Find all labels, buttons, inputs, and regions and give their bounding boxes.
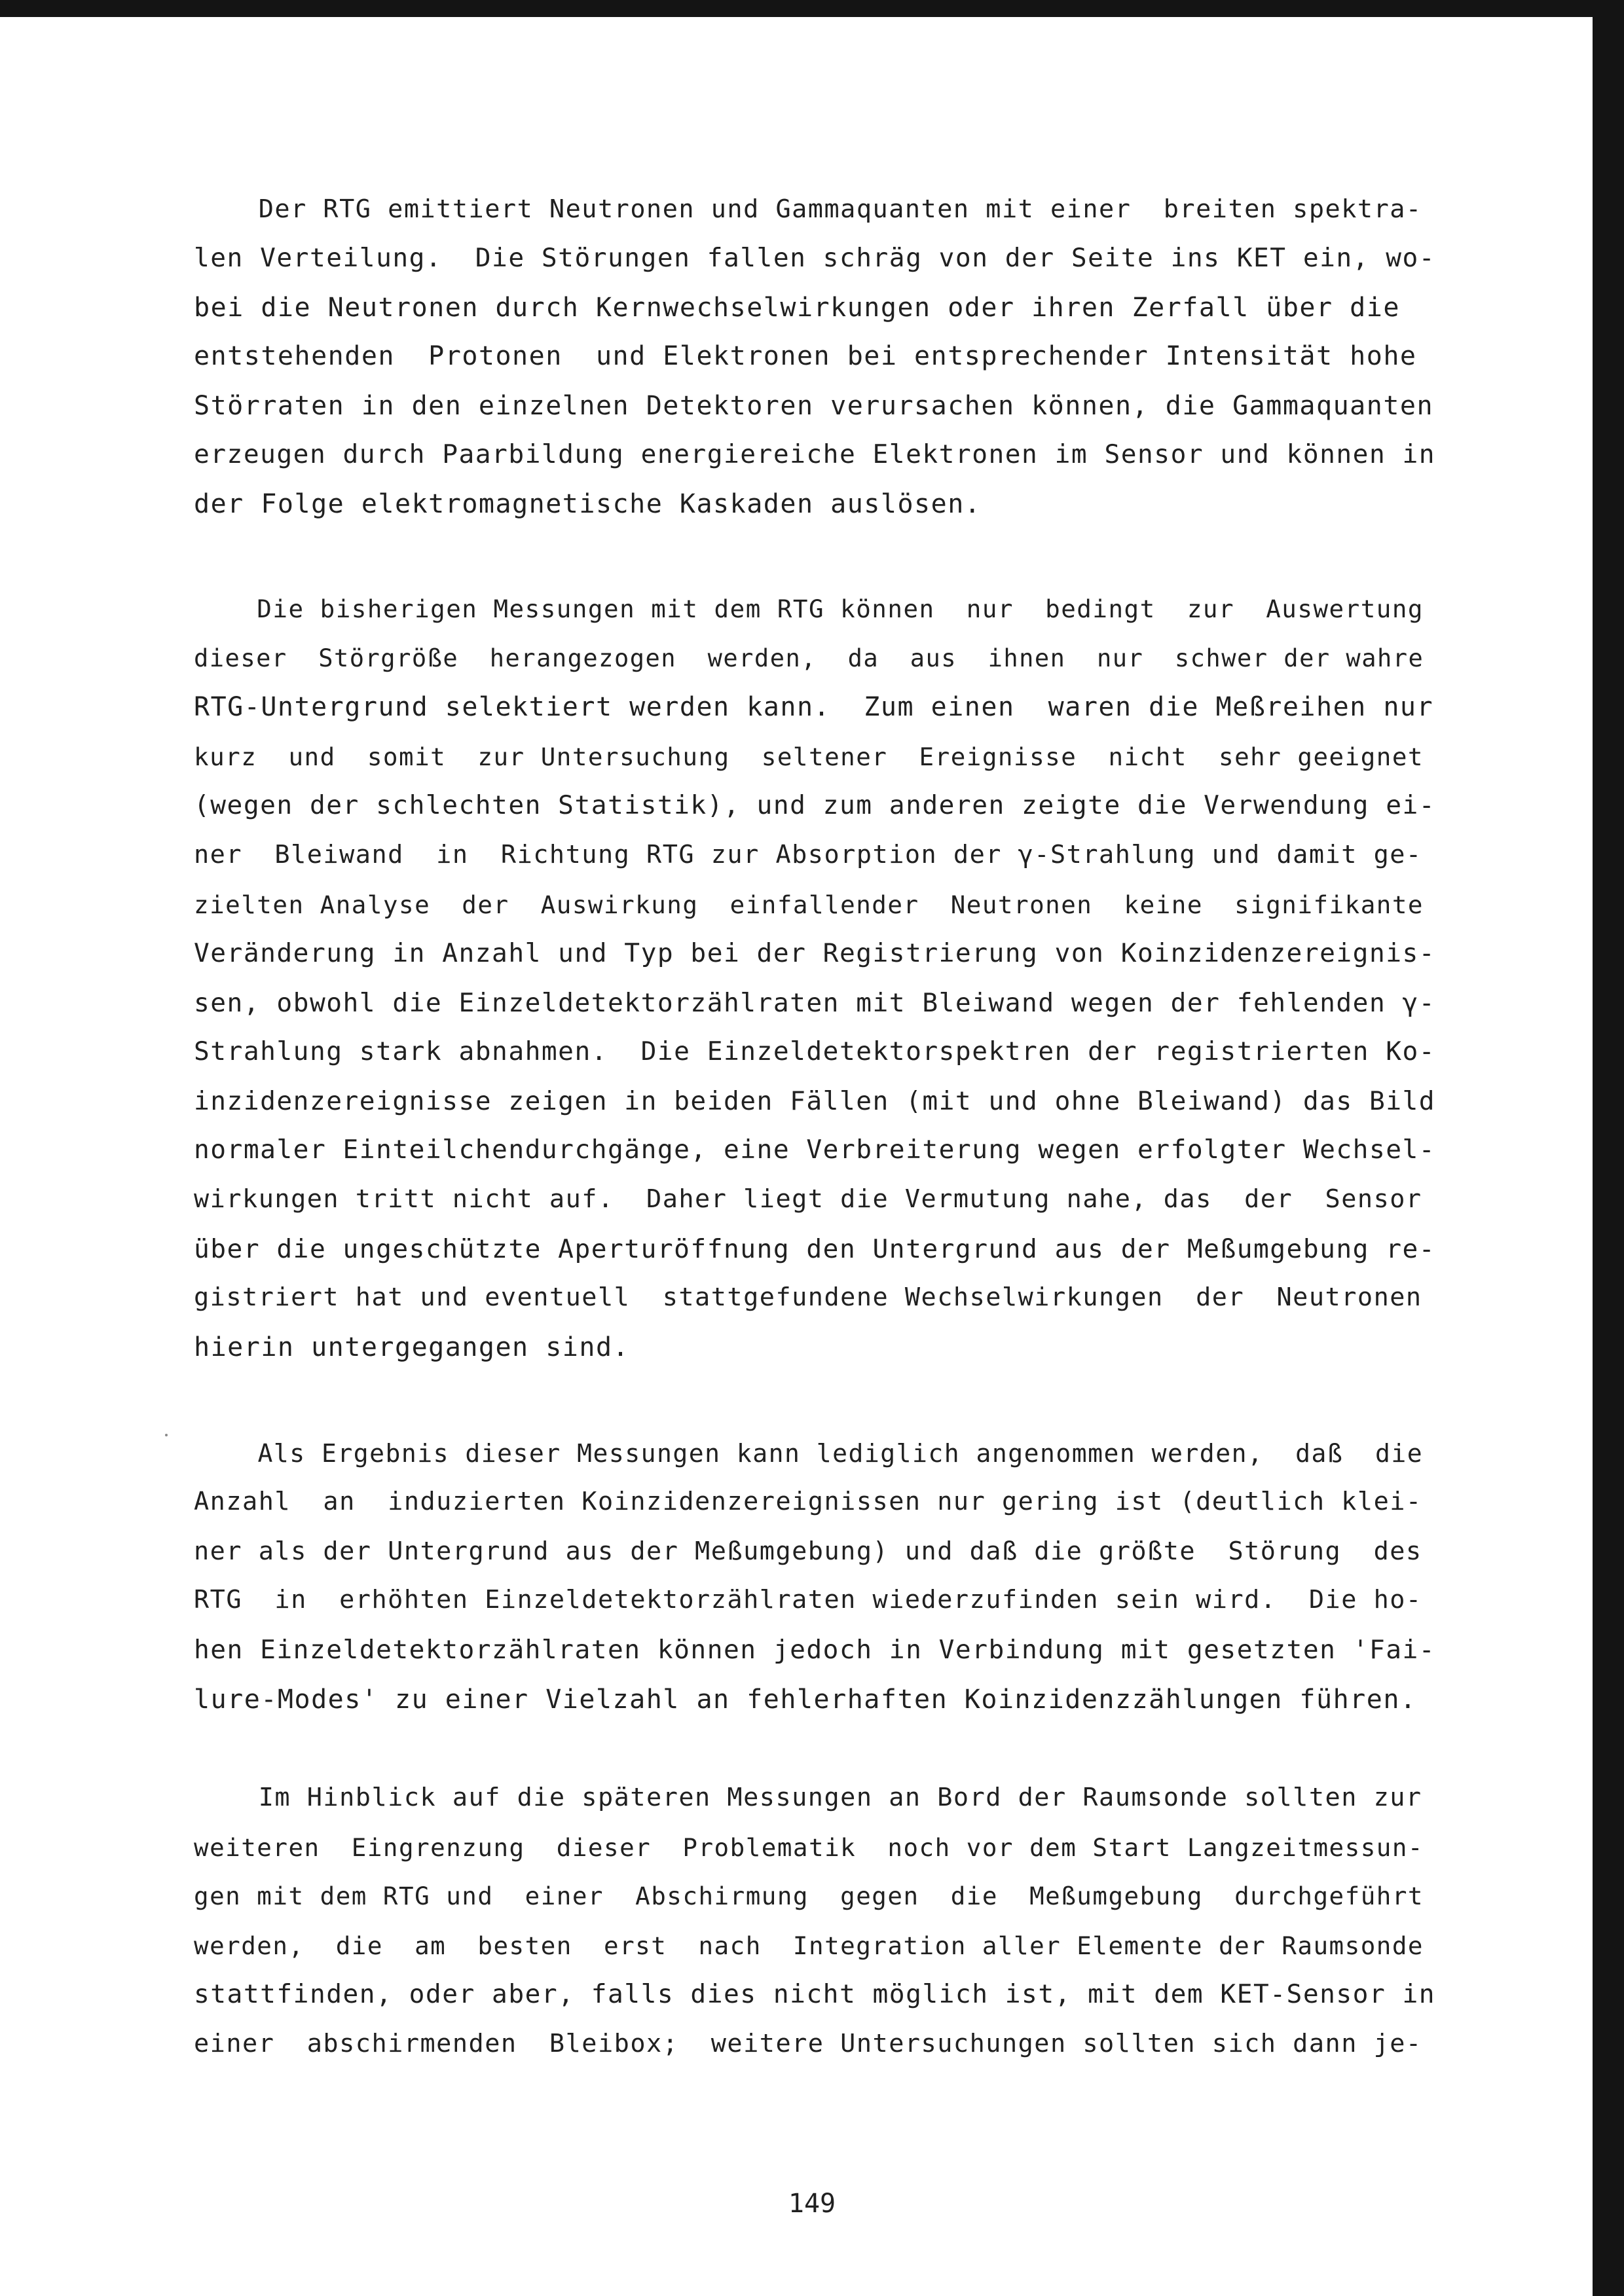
text-line: gen mit dem RTG und einer Abschirmung gegen die Meßumgebung durchgeführt: [194, 1882, 1424, 1910]
text-line: der Folge elektromagnetische Kaskaden auslösen.: [194, 489, 982, 519]
scan-speck: [165, 1434, 168, 1436]
page-number: 149: [788, 2189, 836, 2219]
text-line: sen, obwohl die Einzeldetektorzählraten mit Bleiwand wegen der fehlenden γ-: [194, 988, 1436, 1018]
text-line: kurz und somit zur Untersuchung seltener Ereignisse nicht sehr geeignet: [194, 742, 1424, 771]
text-line: RTG-Untergrund selektiert werden kann. Zum einen waren die Meßreihen nur: [194, 692, 1434, 722]
text-line: ner als der Untergrund aus der Meßumgebung) und daß die größte Störung des: [194, 1537, 1422, 1566]
text-line: werden, die am besten erst nach Integration aller Elemente der Raumsonde: [194, 1931, 1424, 1960]
text-line: über die ungeschützte Aperturöffnung den Untergrund aus der Meßumgebung re-: [194, 1234, 1436, 1264]
text-line: lure-Modes' zu einer Vielzahl an fehlerhaften Koinzidenzzählungen führen.: [194, 1685, 1417, 1715]
text-line: ner Bleiwand in Richtung RTG zur Absorption der γ-Strahlung und damit ge-: [194, 840, 1422, 869]
document-page: [0, 17, 1593, 2296]
text-line: Strahlung stark abnahmen. Die Einzeldetektorspektren der registrierten Ko-: [194, 1036, 1436, 1066]
text-line: erzeugen durch Paarbildung energiereiche Elektronen im Sensor und können in: [194, 439, 1436, 469]
text-line: Veränderung in Anzahl und Typ bei der Registrierung von Koinzidenzereignis-: [194, 938, 1436, 968]
text-line: stattfinden, oder aber, falls dies nicht möglich ist, mit dem KET-Sensor in: [194, 1979, 1436, 2009]
text-line: Der RTG emittiert Neutronen und Gammaquanten mit einer breiten spektra-: [194, 194, 1422, 224]
text-line: wirkungen tritt nicht auf. Daher liegt die Vermutung nahe, das der Sensor: [194, 1184, 1422, 1214]
text-line: einer abschirmenden Bleibox; weitere Untersuchungen sollten sich dann je-: [194, 2029, 1422, 2058]
text-line: bei die Neutronen durch Kernwechselwirkungen oder ihren Zerfall über die: [194, 293, 1400, 323]
text-line: gistriert hat und eventuell stattgefundene Wechselwirkungen der Neutronen: [194, 1283, 1422, 1312]
text-line: hierin untergegangen sind.: [194, 1332, 630, 1362]
text-line: normaler Einteilchendurchgänge, eine Verbreiterung wegen erfolgter Wechsel-: [194, 1135, 1436, 1165]
text-line: len Verteilung. Die Störungen fallen schräg von der Seite ins KET ein, wo-: [194, 243, 1436, 273]
text-line: Im Hinblick auf die späteren Messungen an Bord der Raumsonde sollten zur: [194, 1783, 1422, 1812]
text-line: Die bisherigen Messungen mit dem RTG können nur bedingt zur Auswertung: [194, 594, 1424, 623]
text-line: (wegen der schlechten Statistik), und zum anderen zeigte die Verwendung ei-: [194, 790, 1436, 820]
text-line: entstehenden Protonen und Elektronen bei entsprechender Intensität hohe: [194, 341, 1417, 371]
text-line: zielten Analyse der Auswirkung einfallender Neutronen keine signifikante: [194, 890, 1424, 919]
text-line: inzidenzereignisse zeigen in beiden Fällen (mit und ohne Bleiwand) das Bild: [194, 1086, 1436, 1116]
text-line: hen Einzeldetektorzählraten können jedoch in Verbindung mit gesetzten 'Fai-: [194, 1635, 1436, 1665]
text-line: weiteren Eingrenzung dieser Problematik noch vor dem Start Langzeitmessun-: [194, 1833, 1424, 1862]
text-line: Störraten in den einzelnen Detektoren verursachen können, die Gammaquanten: [194, 391, 1434, 421]
text-line: RTG in erhöhten Einzeldetektorzählraten wiederzufinden sein wird. Die ho-: [194, 1585, 1422, 1614]
text-line: Als Ergebnis dieser Messungen kann lediglich angenommen werden, daß die: [194, 1439, 1424, 1468]
text-line: dieser Störgröße herangezogen werden, da aus ihnen nur schwer der wahre: [194, 644, 1424, 672]
text-line: Anzahl an induzierten Koinzidenzereignissen nur gering ist (deutlich klei-: [194, 1487, 1422, 1516]
